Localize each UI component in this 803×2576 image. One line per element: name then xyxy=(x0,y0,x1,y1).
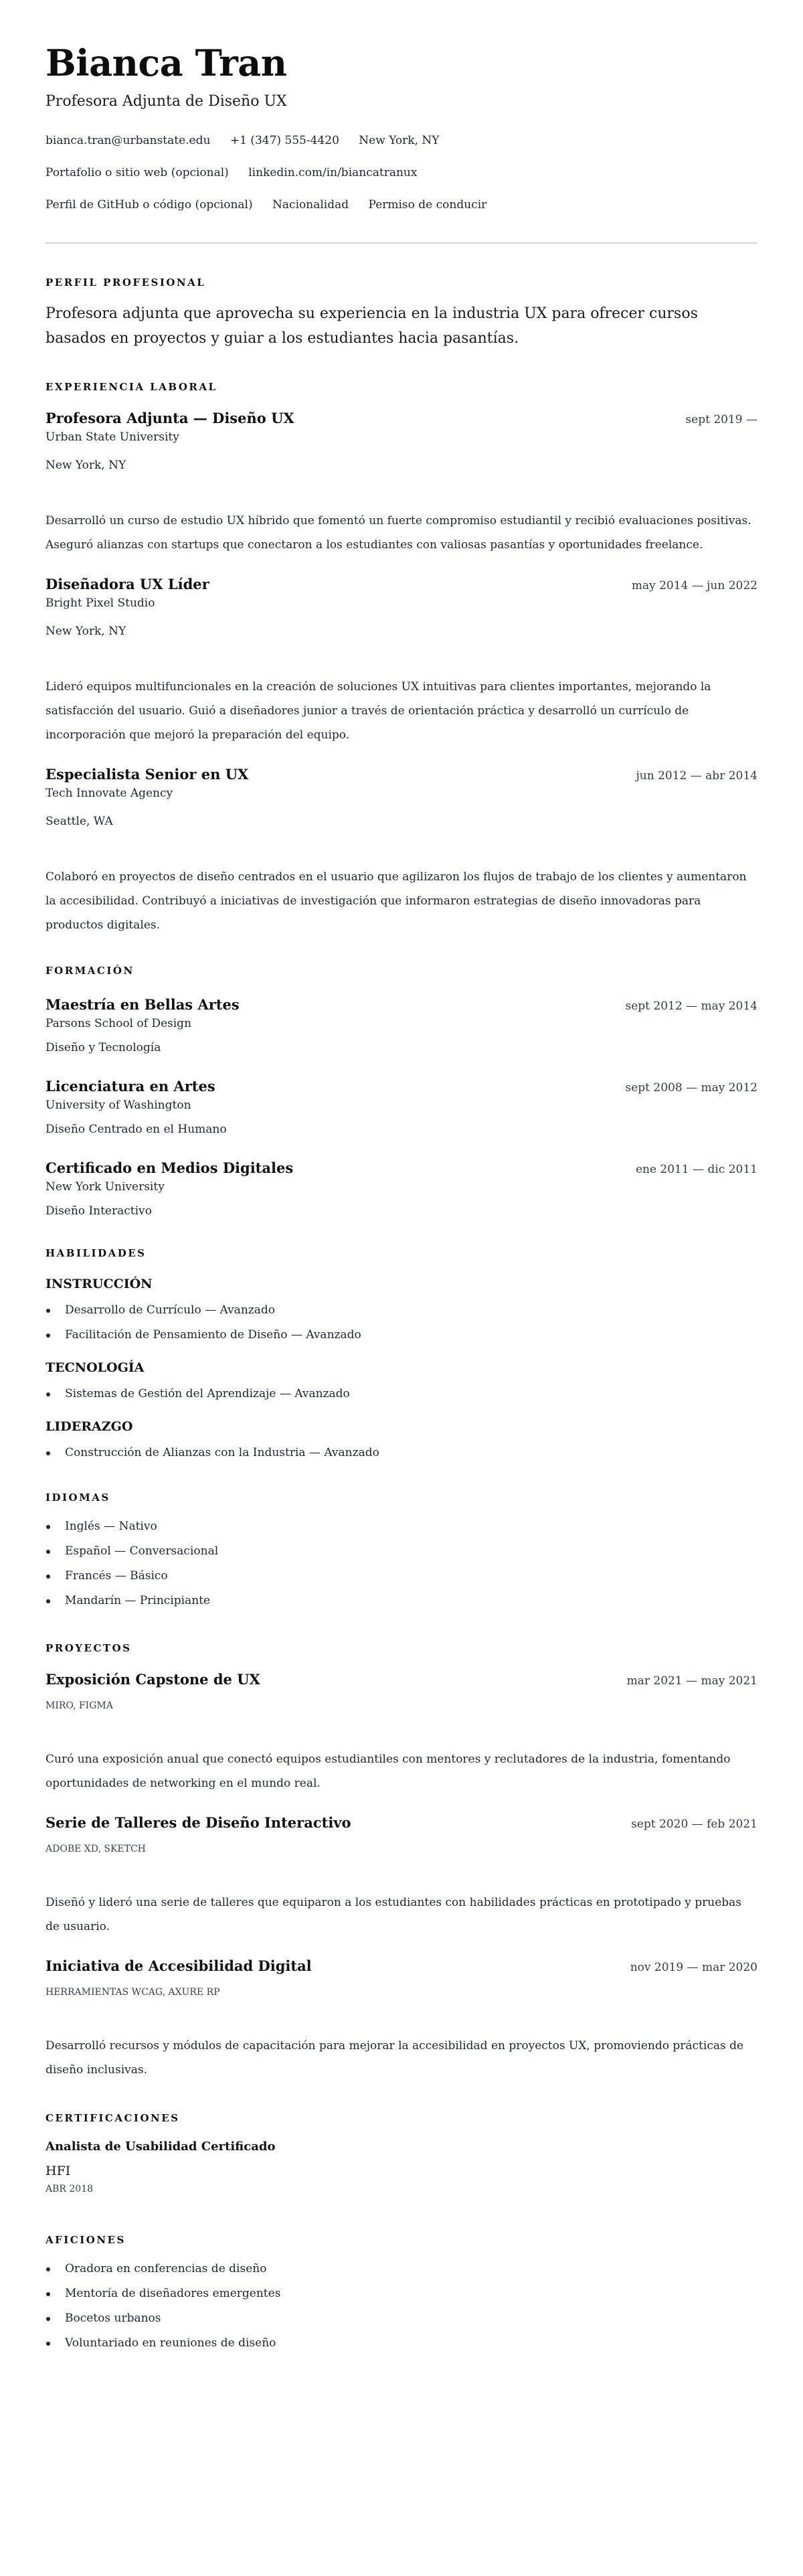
job-title: Diseñadora UX Líder xyxy=(46,576,209,592)
project-tools: ADOBE XD, SKETCH xyxy=(46,1844,146,1854)
project-date: sept 2020 — feb 2021 xyxy=(631,1818,757,1831)
contact-portfolio[interactable]: Portafolio o sitio web (opcional) xyxy=(46,166,229,179)
resume-header xyxy=(46,39,757,213)
section-title-experience: EXPERIENCIA LABORAL xyxy=(46,381,217,393)
school-name: University of Washington xyxy=(46,1099,191,1112)
degree-title: Maestría en Bellas Artes xyxy=(46,996,240,1013)
experience-section xyxy=(46,380,757,937)
hobbies-section xyxy=(46,2233,757,2352)
job-date: may 2014 — jun 2022 xyxy=(631,579,757,592)
language-item: Mandarín — Principiante xyxy=(46,1592,757,1609)
certification-date: ABR 2018 xyxy=(46,2184,94,2194)
section-title-languages: IDIOMAS xyxy=(46,1492,110,1504)
job-date: jun 2012 — abr 2014 xyxy=(636,769,757,783)
project-description: Curó una exposición anual que conectó equipos estudiantiles con mentores y reclutadores de la industria, fomentando oportunidades de networking en el mundo real. xyxy=(46,1753,731,1790)
project-entry xyxy=(46,1670,757,1795)
skill-item: Construcción de Alianzas con la Industria — Avanzado xyxy=(46,1444,757,1461)
language-item: Español — Conversacional xyxy=(46,1542,757,1560)
degree-title: Licenciatura en Artes xyxy=(46,1078,215,1095)
language-item: Francés — Básico xyxy=(46,1567,757,1585)
project-title: Iniciativa de Accesibilidad Digital xyxy=(46,1957,312,1974)
skill-group-title: INSTRUCCIÓN xyxy=(46,1277,153,1291)
contact-phone[interactable]: +1 (347) 555-4420 xyxy=(230,134,339,147)
languages-section xyxy=(46,1491,757,1609)
contact-location: New York, NY xyxy=(359,134,440,147)
candidate-headline: Profesora Adjunta de Diseño UX xyxy=(46,93,287,110)
contact-linkedin[interactable]: linkedin.com/in/biancatranux xyxy=(248,166,418,179)
contact-nationality: Nacionalidad xyxy=(272,198,349,212)
section-title-hobbies: AFICIONES xyxy=(46,2234,126,2246)
job-company: Bright Pixel Studio xyxy=(46,596,155,610)
skills-section xyxy=(46,1246,757,1461)
certification-name: Analista de Usabilidad Certificado xyxy=(46,2140,276,2154)
field-of-study: Diseño Interactivo xyxy=(46,1204,152,1218)
candidate-name: Bianca Tran xyxy=(46,42,287,84)
job-description: Lideró equipos multifuncionales en la creación de soluciones UX intuitivas para clientes importantes, mejorando la satisfacción del usuario. Guió a diseñadores junior a través de orientación práctica y desarrolló un currículo de incorporación que mejoró la preparación del equipo. xyxy=(46,680,711,742)
skill-list xyxy=(46,1444,757,1461)
education-entry xyxy=(46,1076,757,1138)
project-entry xyxy=(46,1956,757,2082)
project-entry xyxy=(46,1813,757,1939)
education-entry xyxy=(46,995,757,1056)
project-tools: MIRO, FIGMA xyxy=(46,1700,113,1711)
skill-item: Facilitación de Pensamiento de Diseño — Avanzado xyxy=(46,1326,757,1344)
job-company: Urban State University xyxy=(46,430,179,444)
education-entry xyxy=(46,1158,757,1220)
header-divider xyxy=(46,242,757,244)
projects-section xyxy=(46,1641,757,2082)
certifications-section xyxy=(46,2111,757,2196)
job-title: Profesora Adjunta — Diseño UX xyxy=(46,410,294,426)
job-description: Colaboró en proyectos de diseño centrados en el usuario que agilizaron los flujos de trabajo de los clientes y aumentaron la accesibilidad. Contribuyó a iniciativas de investigación que informaron estrategias de diseño innovadoras para productos digitales. xyxy=(46,870,747,932)
job-company: Tech Innovate Agency xyxy=(46,787,173,800)
contact-email[interactable]: bianca.tran@urbanstate.edu xyxy=(46,134,211,147)
contact-github[interactable]: Perfil de GitHub o código (opcional) xyxy=(46,198,253,212)
project-title: Serie de Talleres de Diseño Interactivo xyxy=(46,1814,351,1831)
project-description: Diseñó y lideró una serie de talleres que equiparon a los estudiantes con habilidades prácticas en prototipado y pruebas de usuario. xyxy=(46,1896,742,1933)
skill-group xyxy=(46,1275,757,1344)
field-of-study: Diseño Centrado en el Humano xyxy=(46,1123,227,1136)
school-name: Parsons School of Design xyxy=(46,1017,192,1030)
skill-item: Sistemas de Gestión del Aprendizaje — Avanzado xyxy=(46,1385,757,1402)
section-title-projects: PROYECTOS xyxy=(46,1642,132,1654)
skill-group-title: TECNOLOGÍA xyxy=(46,1360,145,1375)
project-description: Desarrolló recursos y módulos de capacitación para mejorar la accesibilidad en proyectos UX, promoviendo prácticas de diseño inclusivas. xyxy=(46,2039,744,2077)
skill-group xyxy=(46,1358,757,1402)
experience-entry xyxy=(46,764,757,937)
skill-list xyxy=(46,1301,757,1344)
section-title-skills: HABILIDADES xyxy=(46,1247,147,1259)
skill-list xyxy=(46,1385,757,1402)
job-location: New York, NY xyxy=(46,625,126,638)
job-description: Desarrolló un curso de estudio UX híbrido que fomentó un fuerte compromiso estudiantil y recibió evaluaciones positivas. Aseguró alianzas con startups que conectaron a los estudiantes con valiosas pasantías y oportunidades freelance. xyxy=(46,514,751,552)
project-title: Exposición Capstone de UX xyxy=(46,1671,260,1688)
language-item: Inglés — Nativo xyxy=(46,1518,757,1535)
job-title: Especialista Senior en UX xyxy=(46,766,249,783)
school-name: New York University xyxy=(46,1180,165,1194)
section-title-certifications: CERTIFICACIONES xyxy=(46,2112,180,2124)
section-title-education: FORMACIÓN xyxy=(46,965,135,977)
contact-driving-license: Permiso de conducir xyxy=(368,198,487,212)
degree-date: ene 2011 — dic 2011 xyxy=(635,1163,757,1176)
section-title-summary: PERFIL PROFESIONAL xyxy=(46,276,206,289)
skill-item: Desarrollo de Currículo — Avanzado xyxy=(46,1301,757,1319)
certification-issuer: HFI xyxy=(46,2164,71,2178)
hobby-item: Oradora en conferencias de diseño xyxy=(46,2260,757,2277)
contact-row-3 xyxy=(46,197,757,213)
skill-group-title: LIDERAZGO xyxy=(46,1419,133,1434)
summary-text: Profesora adjunta que aprovecha su experiencia en la industria UX para ofrecer cursos basados en proyectos y guiar a los estudiantes hacia pasantías. xyxy=(46,305,698,347)
education-section xyxy=(46,964,757,1220)
certification-entry xyxy=(46,2138,757,2196)
skill-group xyxy=(46,1417,757,1461)
job-location: Seattle, WA xyxy=(46,815,113,828)
project-date: mar 2021 — may 2021 xyxy=(626,1674,757,1688)
job-location: New York, NY xyxy=(46,459,126,472)
hobby-item: Bocetos urbanos xyxy=(46,2310,757,2327)
language-list xyxy=(46,1518,757,1609)
experience-entry xyxy=(46,574,757,747)
hobby-item: Voluntariado en reuniones de diseño xyxy=(46,2334,757,2352)
project-tools: HERRAMIENTAS WCAG, AXURE RP xyxy=(46,1987,220,1998)
summary-section xyxy=(46,276,757,351)
degree-date: sept 2012 — may 2014 xyxy=(625,999,757,1013)
degree-title: Certificado en Medios Digitales xyxy=(46,1159,294,1176)
field-of-study: Diseño y Tecnología xyxy=(46,1041,161,1054)
hobby-list xyxy=(46,2260,757,2352)
contact-row-1 xyxy=(46,133,757,149)
job-date: sept 2019 — xyxy=(685,413,757,426)
project-date: nov 2019 — mar 2020 xyxy=(630,1961,757,1974)
experience-entry xyxy=(46,408,757,557)
hobby-item: Mentoría de diseñadores emergentes xyxy=(46,2285,757,2302)
contact-row-2 xyxy=(46,165,757,181)
degree-date: sept 2008 — may 2012 xyxy=(625,1081,757,1095)
